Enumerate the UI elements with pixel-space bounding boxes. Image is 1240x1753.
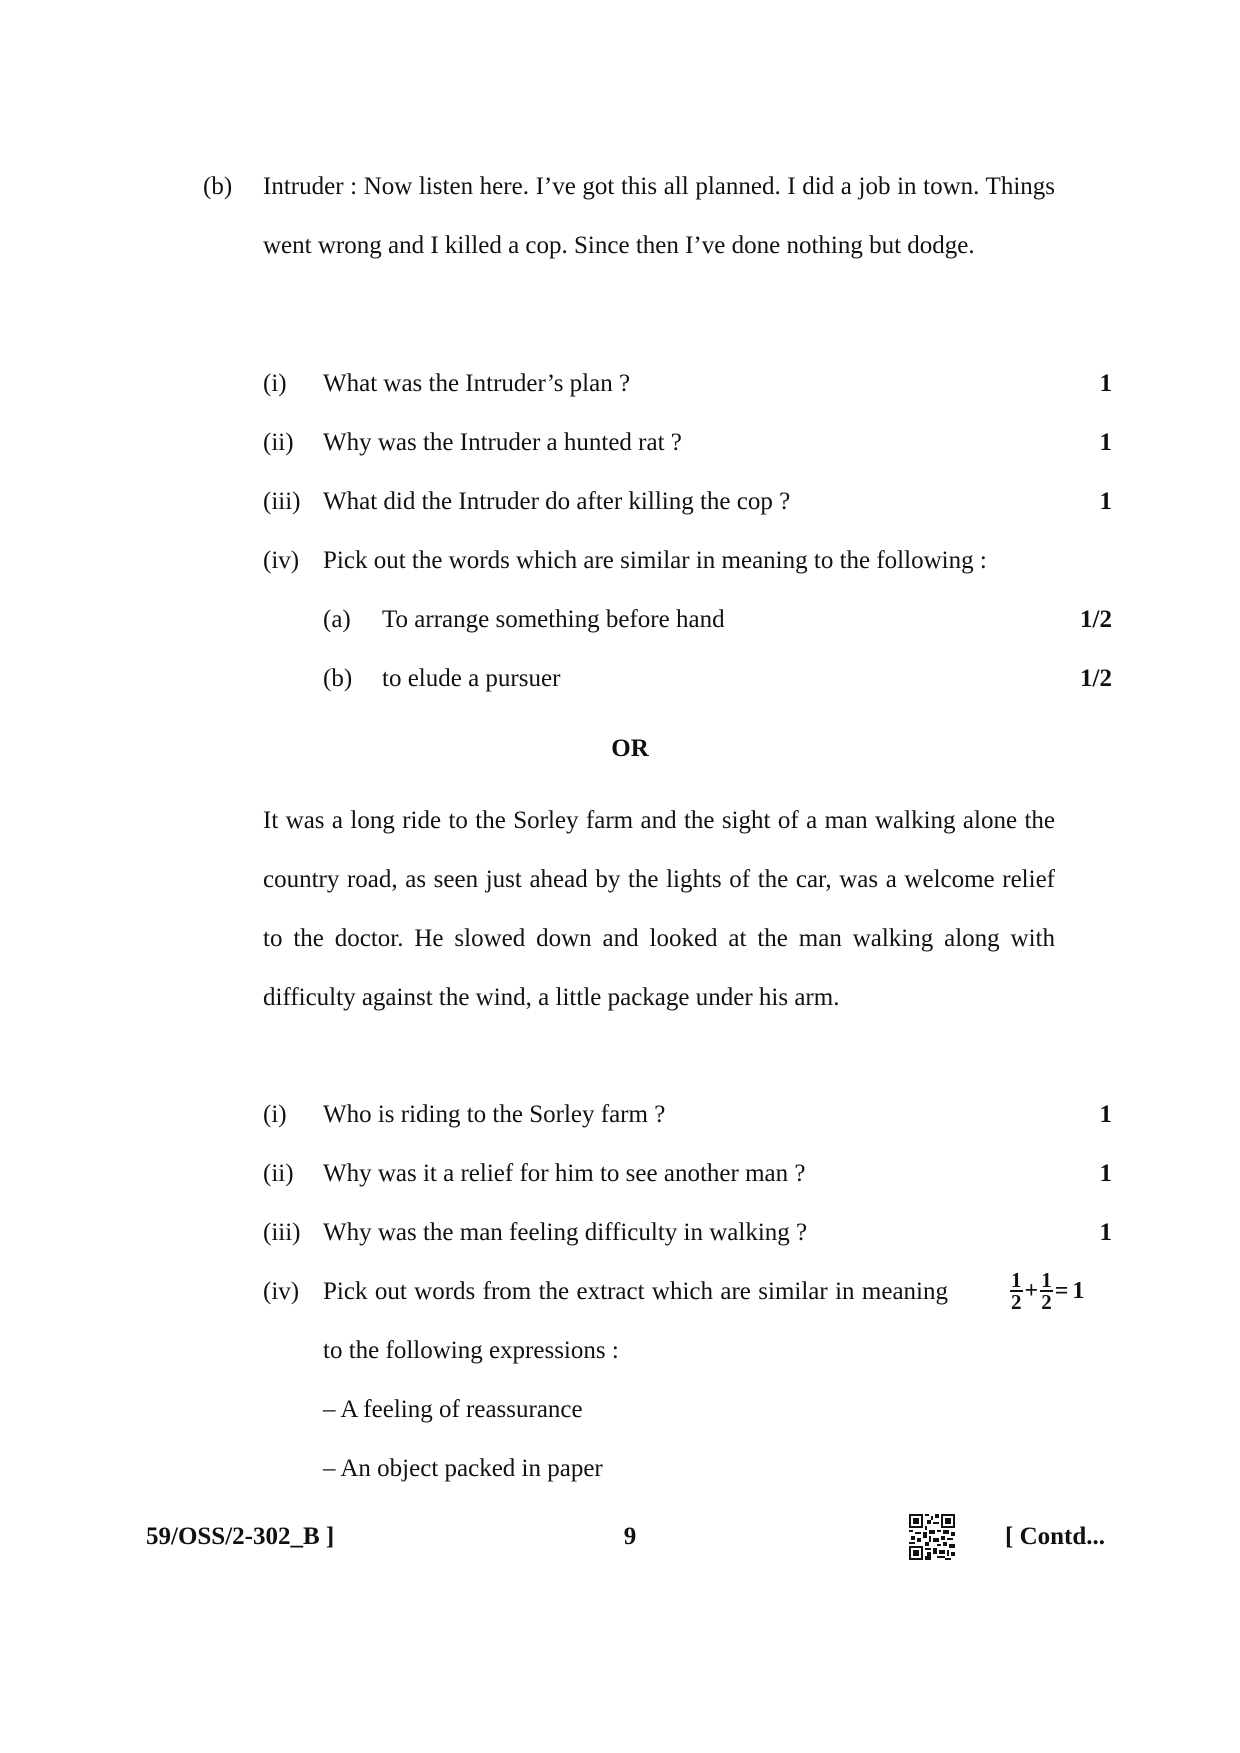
contd-label: [ Contd... [1005, 1523, 1106, 1550]
q-or-iv-text: Pick out words from the extract which are similar in meaning to the following expressions : [323, 1278, 948, 1364]
fraction-total: 1 [1072, 1277, 1085, 1304]
q-b-ii-text: Why was the Intruder a hunted rat ? [323, 429, 682, 456]
q-b-iv-num: (iv) [263, 547, 300, 574]
expression-2: – An object packed in paper [323, 1455, 603, 1482]
paper-code: 59/OSS/2-302_B ] [146, 1523, 335, 1550]
section-b-label: (b) [203, 173, 233, 200]
fraction-marks [1010, 1270, 1086, 1312]
q-b-iv-a-marks: 1/2 [1080, 606, 1112, 633]
q-or-i-marks: 1 [1099, 1101, 1112, 1128]
q-b-i-text: What was the Intruder’s plan ? [323, 370, 631, 397]
q-or-ii-text: Why was it a relief for him to see another man ? [323, 1160, 806, 1187]
q-or-iv-num: (iv) [263, 1278, 300, 1305]
q-b-iv-a-text: To arrange something before hand [382, 606, 725, 633]
equals-sign: = [1054, 1277, 1069, 1304]
q-b-ii-num: (ii) [263, 429, 294, 456]
page-number: 9 [623, 1523, 637, 1550]
q-or-ii-num: (ii) [263, 1160, 294, 1187]
q-or-iii-text: Why was the man feeling difficulty in walking ? [323, 1219, 808, 1246]
q-or-i-num: (i) [263, 1101, 287, 1128]
q-b-ii-marks: 1 [1099, 429, 1112, 456]
q-b-iii-num: (iii) [263, 488, 301, 515]
q-b-iv-text: Pick out the words which are similar in meaning to the following : [323, 547, 987, 574]
plus-sign: + [1024, 1277, 1039, 1304]
q-b-iii-marks: 1 [1099, 488, 1112, 515]
qr-code-icon [909, 1514, 955, 1560]
q-or-iii-marks: 1 [1099, 1219, 1112, 1246]
q-b-iii-text: What did the Intruder do after killing the cop ? [323, 488, 791, 515]
q-b-iv-b-text: to elude a pursuer [382, 665, 561, 692]
fraction-half-2: $\frac{1}{2}$ [1041, 1268, 1052, 1314]
q-b-iv-b-num: (b) [323, 665, 353, 692]
q-b-iv-b-marks: 1/2 [1080, 665, 1112, 692]
expression-1: – A feeling of reassurance [323, 1396, 583, 1423]
or-heading: OR [611, 735, 649, 762]
q-b-i-num: (i) [263, 370, 287, 397]
section-b-extract: Intruder : Now listen here. I’ve got this all planned. I did a job in town. Things went wrong and I killed a cop. Since then I’ve done nothing but dodge. [263, 173, 1055, 259]
q-or-iii-num: (iii) [263, 1219, 301, 1246]
fraction-half-1: $\frac{1}{2}$ [1011, 1268, 1022, 1314]
or-extract: It was a long ride to the Sorley farm and the sight of a man walking alone the country road, as seen just ahead by the lights of the car, was a welcome relief to the doctor. He slowed down and looked at the man walking along with difficulty against the wind, a little package under his arm. [263, 807, 1055, 1011]
q-or-i-text: Who is riding to the Sorley farm ? [323, 1101, 666, 1128]
q-b-i-marks: 1 [1099, 370, 1112, 397]
q-b-iv-a-num: (a) [323, 606, 351, 633]
q-or-ii-marks: 1 [1099, 1160, 1112, 1187]
